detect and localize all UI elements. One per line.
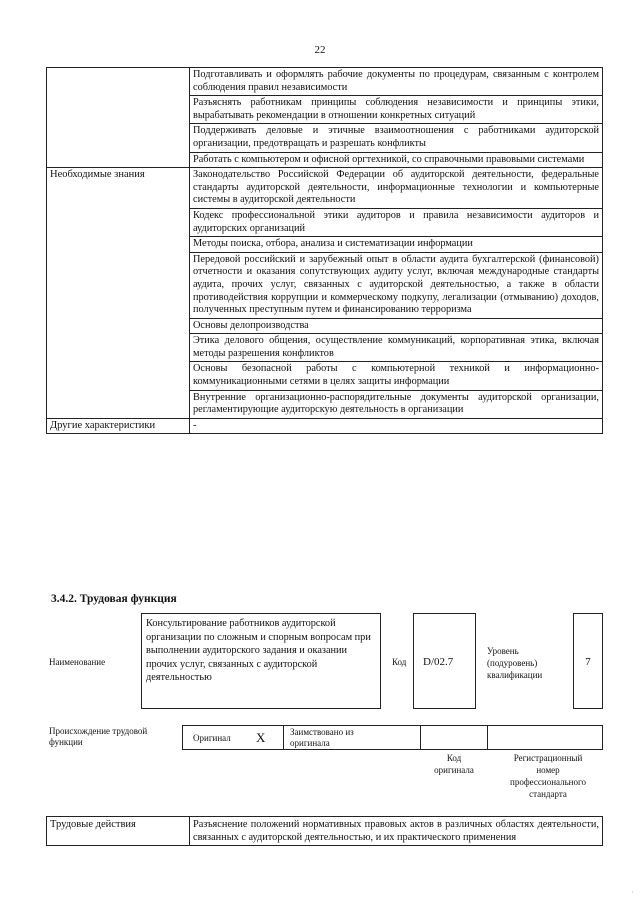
- original-cell: [182, 725, 284, 750]
- labor-actions-table: [46, 816, 603, 846]
- original-label: Оригинал: [193, 733, 231, 743]
- table-cell: Разъяснение положений нормативных правовых актов в различных областях деятельности, связанных с аудиторской деятельностью, и их практического применения: [190, 817, 603, 846]
- table-row: [47, 418, 603, 434]
- table-cell: Кодекс профессиональной этики аудиторов и правила независимости аудиторов и аудиторских организаций: [190, 208, 603, 236]
- caption-line: Регистрационный: [513, 753, 583, 763]
- table-cell: Методы поиска, отбора, анализа и систематизации информации: [190, 237, 603, 253]
- original-mark: X: [256, 730, 266, 745]
- level-label-line: Уровень: [487, 646, 519, 656]
- table-row: [47, 68, 603, 96]
- borrowed-label: [290, 727, 354, 748]
- borrowed-label-line: Заимствовано из: [290, 727, 354, 737]
- origin-label: [49, 726, 147, 748]
- registration-number-cell: [487, 725, 603, 750]
- origin-label-line: функции: [49, 737, 83, 747]
- code-label: Код: [392, 657, 407, 667]
- level-label: [487, 645, 542, 681]
- caption-line: Код: [446, 753, 462, 763]
- code-caption: [420, 752, 488, 776]
- borrowed-cell: [283, 725, 421, 750]
- skills-knowledge-table: [46, 67, 603, 434]
- table-cell: Разъяснять работникам принципы соблюдения независимости и принципы этики, вырабатывать рекомендации в отношении конкретных ситуаций: [190, 96, 603, 124]
- table-row: [47, 168, 603, 209]
- origin-label-line: Происхождение трудовой: [49, 726, 148, 736]
- level-label-line: (подуровень): [487, 658, 538, 668]
- level-label-line: квалификации: [487, 670, 543, 680]
- table-cell: Внутренние организационно-распорядительные документы аудиторской организации, регламентирующие аудиторскую деятельность в организации: [190, 390, 603, 418]
- original-code-cell: [420, 725, 488, 750]
- table-cell: Законодательство Российской Федерации об аудиторской деятельности, федеральные стандарты аудиторской деятельности, информационные технологии и компьютерные системы в аудиторской деятельности: [190, 168, 603, 209]
- table-cell: Поддерживать деловые и этичные взаимоотношения с работниками аудиторской организации, предотвращать и разрешать конфликты: [190, 124, 603, 152]
- table-cell: Основы делопроизводства: [190, 318, 603, 334]
- row-label-knowledge: Необходимые знания: [47, 168, 190, 419]
- level-value-box: 7: [573, 613, 603, 709]
- table-cell: -: [190, 418, 603, 434]
- section-title: 3.4.2. Трудовая функция: [51, 593, 177, 605]
- registration-caption: [496, 752, 600, 800]
- caption-line: стандарта: [529, 789, 567, 799]
- table-cell: Передовой российский и зарубежный опыт в области аудита бухгалтерской (финансовой) отчетности и оказания сопутствующих аудиту услуг, включая международные стандарты аудита, прочих услуг, связанных с аудиторской деятельностью, а также в области противодействия коррупции и коммерческому подкупу, легализации (отмыванию) доходов, полученных преступным путем и финансированию терроризма: [190, 252, 603, 318]
- scan-mark: ·: [631, 888, 634, 897]
- table-cell: Подготавливать и оформлять рабочие документы по процедурам, связанным с контролем соблюдения правил независимости: [190, 68, 603, 96]
- borrowed-label-line: оригинала: [290, 737, 330, 748]
- caption-line: номер: [536, 765, 560, 775]
- table-row: [47, 817, 603, 846]
- page-number: 22: [314, 44, 326, 56]
- caption-line: оригинала: [434, 765, 474, 775]
- function-name-box: Консультирование работников аудиторской организации по сложным и спорным вопросам при выполнении аудиторского задания и оказании прочих услуг, связанных с аудиторской деятельностью: [141, 613, 381, 709]
- row-label-other: Другие характеристики: [47, 418, 190, 434]
- table-cell: Этика делового общения, осуществление коммуникаций, корпоративная этика, включая методы разрешения конфликтов: [190, 334, 603, 362]
- row-label-labor-actions: Трудовые действия: [47, 817, 190, 846]
- row-label: [47, 68, 190, 168]
- code-value-box: D/02.7: [413, 613, 476, 709]
- table-cell: Работать с компьютером и офисной оргтехникой, со справочными правовыми системами: [190, 152, 603, 168]
- table-cell: Основы безопасной работы с компьютерной техникой и информационно-коммуникационными сетями в целях защиты информации: [190, 362, 603, 390]
- caption-line: профессионального: [510, 777, 586, 787]
- name-label: Наименование: [49, 657, 106, 667]
